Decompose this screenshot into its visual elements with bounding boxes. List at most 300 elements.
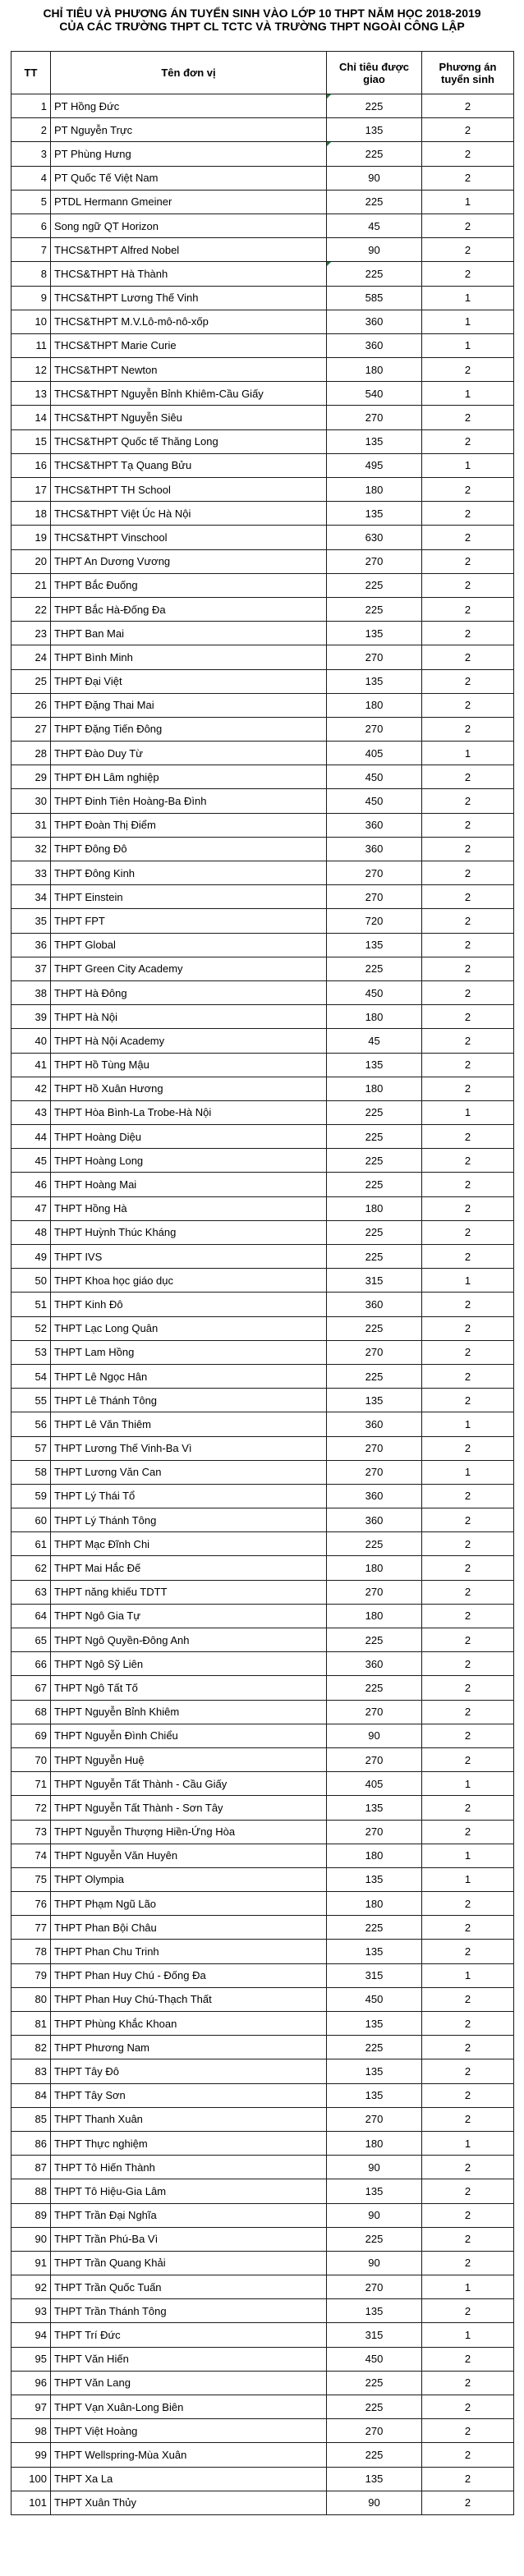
- cell-quota: 540: [327, 382, 422, 406]
- cell-plan: 2: [422, 2203, 514, 2227]
- cell-quota: 270: [327, 1340, 422, 1364]
- cell-plan: 2: [422, 1173, 514, 1196]
- cell-name: THPT Tô Hiệu-Gia Lâm: [51, 2179, 327, 2203]
- header-tt: TT: [11, 52, 51, 94]
- cell-tt: 20: [11, 549, 51, 573]
- cell-name: THPT Phương Nam: [51, 2036, 327, 2059]
- cell-tt: 51: [11, 1293, 51, 1316]
- cell-name: THPT Trần Phú-Ba Vì: [51, 2227, 327, 2251]
- cell-tt: 41: [11, 1053, 51, 1077]
- cell-plan: 2: [422, 1747, 514, 1771]
- cell-tt: 78: [11, 1940, 51, 1963]
- table-row: [11, 837, 514, 861]
- table-row: [11, 1628, 514, 1652]
- table-row: [11, 429, 514, 453]
- cell-plan: 2: [422, 1580, 514, 1604]
- cell-tt: 68: [11, 1700, 51, 1724]
- cell-quota: 360: [327, 813, 422, 837]
- cell-name: THPT Phan Huy Chú - Đống Đa: [51, 1963, 327, 1987]
- cell-quota: 225: [327, 94, 422, 118]
- cell-name: THPT Phạm Ngũ Lão: [51, 1892, 327, 1916]
- cell-name: THPT Mạc Đĩnh Chi: [51, 1532, 327, 1556]
- cell-plan: 2: [422, 1077, 514, 1100]
- table-row: [11, 238, 514, 262]
- table-row: [11, 1747, 514, 1771]
- cell-plan: 1: [422, 190, 514, 214]
- table-row: [11, 214, 514, 237]
- cell-tt: 87: [11, 2156, 51, 2179]
- cell-name: THPT Hồ Tùng Mậu: [51, 1053, 327, 1077]
- cell-plan: 1: [422, 1100, 514, 1124]
- cell-tt: 1: [11, 94, 51, 118]
- table-row: [11, 502, 514, 526]
- cell-quota: 450: [327, 980, 422, 1004]
- cell-plan: 2: [422, 2156, 514, 2179]
- cell-quota: 90: [327, 2203, 422, 2227]
- cell-plan: 1: [422, 742, 514, 765]
- cell-quota: 225: [327, 2395, 422, 2419]
- table-row: [11, 2227, 514, 2251]
- cell-name: THCS&THPT M.V.Lô-mô-nô-xốp: [51, 310, 327, 333]
- cell-quota: 270: [327, 549, 422, 573]
- cell-quota: 225: [327, 1149, 422, 1173]
- cell-tt: 33: [11, 861, 51, 885]
- cell-quota: 270: [327, 2419, 422, 2443]
- table-row: [11, 190, 514, 214]
- table-row: [11, 645, 514, 669]
- table-row: [11, 262, 514, 286]
- cell-plan: 2: [422, 622, 514, 645]
- table-row: [11, 2203, 514, 2227]
- cell-plan: 2: [422, 1316, 514, 1340]
- table-row: [11, 1460, 514, 1484]
- cell-tt: 43: [11, 1100, 51, 1124]
- table-row: [11, 1340, 514, 1364]
- cell-name: THPT Nguyễn Văn Huyên: [51, 1844, 327, 1867]
- table-row: [11, 406, 514, 429]
- cell-plan: 1: [422, 286, 514, 310]
- cell-quota: 180: [327, 1892, 422, 1916]
- cell-plan: 2: [422, 1652, 514, 1676]
- cell-name: THPT Văn Lang: [51, 2371, 327, 2395]
- cell-plan: 2: [422, 669, 514, 693]
- cell-quota: 270: [327, 645, 422, 669]
- table-header-row: [11, 52, 514, 94]
- table-row: [11, 1029, 514, 1053]
- cell-name: THPT Phùng Khắc Khoan: [51, 2012, 327, 2036]
- cell-quota: 90: [327, 1724, 422, 1747]
- table-row: [11, 1053, 514, 1077]
- cell-quota: 450: [327, 2347, 422, 2371]
- cell-tt: 34: [11, 885, 51, 909]
- cell-tt: 74: [11, 1844, 51, 1867]
- cell-plan: 2: [422, 2083, 514, 2107]
- cell-quota: 270: [327, 717, 422, 741]
- table-row: [11, 717, 514, 741]
- cell-name: THPT năng khiếu TDTT: [51, 1580, 327, 1604]
- table-body: [11, 94, 514, 2515]
- cell-name: THCS&THPT Marie Curie: [51, 333, 327, 357]
- cell-name: THPT Tô Hiến Thành: [51, 2156, 327, 2179]
- cell-quota: 225: [327, 2371, 422, 2395]
- cell-plan: 2: [422, 1436, 514, 1460]
- cell-quota: 135: [327, 2012, 422, 2036]
- table-row: [11, 1796, 514, 1820]
- cell-name: THPT Ngô Tất Tố: [51, 1676, 327, 1700]
- table-row: [11, 1820, 514, 1844]
- table-row: [11, 1724, 514, 1747]
- table-row: [11, 2443, 514, 2467]
- cell-plan: 2: [422, 1053, 514, 1077]
- table-row: [11, 1220, 514, 1244]
- table-row: [11, 1293, 514, 1316]
- cell-name: THPT Einstein: [51, 885, 327, 909]
- table-row: [11, 1652, 514, 1676]
- table-row: [11, 549, 514, 573]
- cell-name: THCS&THPT Alfred Nobel: [51, 238, 327, 262]
- cell-tt: 57: [11, 1436, 51, 1460]
- cell-quota: 135: [327, 118, 422, 142]
- cell-name: THPT Lương Văn Can: [51, 1460, 327, 1484]
- cell-name: THPT Nguyễn Huệ: [51, 1747, 327, 1771]
- table-row: [11, 813, 514, 837]
- cell-name: PT Quốc Tế Việt Nam: [51, 166, 327, 190]
- cell-quota: 495: [327, 453, 422, 477]
- cell-quota: 225: [327, 1125, 422, 1149]
- cell-name: THCS&THPT Nguyễn Siêu: [51, 406, 327, 429]
- cell-quota: 180: [327, 1077, 422, 1100]
- table-row: [11, 980, 514, 1004]
- cell-name: THPT Đại Việt: [51, 669, 327, 693]
- cell-name: THPT Phan Bội Châu: [51, 1916, 327, 1940]
- cell-quota: 180: [327, 1005, 422, 1029]
- table-row: [11, 1316, 514, 1340]
- cell-quota: 225: [327, 1364, 422, 1388]
- table-row: [11, 1196, 514, 1220]
- cell-plan: 2: [422, 118, 514, 142]
- cell-tt: 27: [11, 717, 51, 741]
- table-row: [11, 1556, 514, 1580]
- table-row: [11, 2371, 514, 2395]
- table-row: [11, 2059, 514, 2083]
- cell-tt: 28: [11, 742, 51, 765]
- cell-plan: 2: [422, 1196, 514, 1220]
- cell-tt: 100: [11, 2467, 51, 2491]
- cell-name: THPT Lạc Long Quân: [51, 1316, 327, 1340]
- cell-tt: 29: [11, 765, 51, 789]
- cell-tt: 44: [11, 1125, 51, 1149]
- cell-tt: 92: [11, 2275, 51, 2299]
- cell-tt: 79: [11, 1963, 51, 1987]
- cell-tt: 6: [11, 214, 51, 237]
- table-row: [11, 478, 514, 502]
- cell-tt: 53: [11, 1340, 51, 1364]
- table-row: [11, 1100, 514, 1124]
- cell-tt: 70: [11, 1747, 51, 1771]
- cell-tt: 72: [11, 1796, 51, 1820]
- cell-tt: 42: [11, 1077, 51, 1100]
- cell-name: THPT Tây Đô: [51, 2059, 327, 2083]
- cell-name: THPT Olympia: [51, 1867, 327, 1891]
- cell-quota: 270: [327, 406, 422, 429]
- cell-tt: 77: [11, 1916, 51, 1940]
- cell-quota: 135: [327, 1940, 422, 1963]
- header-quota: Chỉ tiêu được giao: [327, 52, 422, 94]
- cell-plan: 1: [422, 310, 514, 333]
- cell-plan: 2: [422, 406, 514, 429]
- cell-tt: 15: [11, 429, 51, 453]
- cell-plan: 2: [422, 142, 514, 166]
- cell-tt: 18: [11, 502, 51, 526]
- cell-name: THPT Việt Hoàng: [51, 2419, 327, 2443]
- cell-quota: 360: [327, 1508, 422, 1532]
- cell-name: THPT Xa La: [51, 2467, 327, 2491]
- table-row: [11, 166, 514, 190]
- cell-plan: 2: [422, 1364, 514, 1388]
- table-row: [11, 2131, 514, 2155]
- cell-quota: 45: [327, 1029, 422, 1053]
- cell-name: THPT Thực nghiệm: [51, 2131, 327, 2155]
- cell-name: THPT Hồ Xuân Hương: [51, 1077, 327, 1100]
- cell-quota: 180: [327, 1844, 422, 1867]
- cell-name: THPT Ngô Gia Tự: [51, 1604, 327, 1628]
- table-row: [11, 1532, 514, 1556]
- cell-quota: 225: [327, 1316, 422, 1340]
- table-row: [11, 789, 514, 813]
- cell-name: THPT Wellspring-Mùa Xuân: [51, 2443, 327, 2467]
- cell-plan: 2: [422, 1029, 514, 1053]
- cell-quota: 405: [327, 742, 422, 765]
- cell-plan: 2: [422, 2299, 514, 2323]
- cell-tt: 89: [11, 2203, 51, 2227]
- cell-tt: 23: [11, 622, 51, 645]
- cell-tt: 38: [11, 980, 51, 1004]
- cell-plan: 2: [422, 789, 514, 813]
- cell-name: THPT Lam Hồng: [51, 1340, 327, 1364]
- cell-plan: 2: [422, 1220, 514, 1244]
- table-row: [11, 94, 514, 118]
- cell-plan: 2: [422, 2491, 514, 2514]
- cell-tt: 45: [11, 1149, 51, 1173]
- cell-quota: 225: [327, 957, 422, 980]
- cell-name: PT Hồng Đức: [51, 94, 327, 118]
- cell-tt: 91: [11, 2251, 51, 2275]
- table-row: [11, 2467, 514, 2491]
- cell-tt: 14: [11, 406, 51, 429]
- cell-name: THPT Đặng Thai Mai: [51, 693, 327, 717]
- cell-plan: 2: [422, 1556, 514, 1580]
- cell-tt: 83: [11, 2059, 51, 2083]
- cell-quota: 360: [327, 1412, 422, 1436]
- cell-quota: 315: [327, 2323, 422, 2347]
- cell-tt: 96: [11, 2371, 51, 2395]
- cell-tt: 48: [11, 1220, 51, 1244]
- cell-quota: 360: [327, 1652, 422, 1676]
- cell-quota: 90: [327, 2491, 422, 2514]
- table-row: [11, 358, 514, 382]
- cell-name: THPT Xuân Thủy: [51, 2491, 327, 2514]
- cell-quota: 585: [327, 286, 422, 310]
- cell-plan: 2: [422, 933, 514, 957]
- cell-tt: 81: [11, 2012, 51, 2036]
- cell-quota: 135: [327, 1053, 422, 1077]
- cell-name: THPT Hà Nội: [51, 1005, 327, 1029]
- cell-plan: 2: [422, 1604, 514, 1628]
- table-row: [11, 1508, 514, 1532]
- table-row: [11, 765, 514, 789]
- table-row: [11, 2251, 514, 2275]
- cell-quota: 135: [327, 1796, 422, 1820]
- table-row: [11, 2395, 514, 2419]
- cell-quota: 720: [327, 909, 422, 933]
- cell-quota: 225: [327, 1245, 422, 1269]
- table-row: [11, 2083, 514, 2107]
- cell-quota: 180: [327, 1604, 422, 1628]
- cell-name: THPT Trần Thánh Tông: [51, 2299, 327, 2323]
- table-row: [11, 861, 514, 885]
- table-row: [11, 2347, 514, 2371]
- title-line-2: CỦA CÁC TRƯỜNG THPT CL TCTC VÀ TRƯỜNG THPT NGOÀI CÔNG LẬP: [59, 20, 465, 33]
- cell-plan: 2: [422, 526, 514, 549]
- cell-plan: 2: [422, 837, 514, 861]
- table-row: [11, 933, 514, 957]
- cell-quota: 135: [327, 2467, 422, 2491]
- cell-tt: 52: [11, 1316, 51, 1340]
- cell-tt: 19: [11, 526, 51, 549]
- table-row: [11, 2491, 514, 2514]
- cell-quota: 225: [327, 190, 422, 214]
- table-row: [11, 1173, 514, 1196]
- table-row: [11, 1389, 514, 1412]
- table-row: [11, 909, 514, 933]
- cell-quota: 630: [327, 526, 422, 549]
- cell-plan: 2: [422, 2443, 514, 2467]
- cell-tt: 82: [11, 2036, 51, 2059]
- cell-plan: 1: [422, 1963, 514, 1987]
- cell-tt: 50: [11, 1269, 51, 1293]
- cell-plan: 2: [422, 1484, 514, 1508]
- table-row: [11, 1364, 514, 1388]
- table-row: [11, 1867, 514, 1891]
- table-row: [11, 2275, 514, 2299]
- cell-plan: 2: [422, 2395, 514, 2419]
- cell-name: THPT Bắc Hà-Đống Đa: [51, 597, 327, 621]
- cell-plan: 1: [422, 1412, 514, 1436]
- cell-plan: 2: [422, 1700, 514, 1724]
- cell-quota: 225: [327, 1628, 422, 1652]
- cell-quota: 45: [327, 214, 422, 237]
- cell-tt: 62: [11, 1556, 51, 1580]
- table-row: [11, 2107, 514, 2131]
- cell-plan: 2: [422, 765, 514, 789]
- cell-quota: 90: [327, 166, 422, 190]
- cell-tt: 12: [11, 358, 51, 382]
- table-row: [11, 669, 514, 693]
- cell-plan: 2: [422, 861, 514, 885]
- table-row: [11, 1987, 514, 2011]
- cell-tt: 84: [11, 2083, 51, 2107]
- cell-tt: 90: [11, 2227, 51, 2251]
- cell-plan: 2: [422, 214, 514, 237]
- cell-tt: 37: [11, 957, 51, 980]
- cell-quota: 270: [327, 885, 422, 909]
- cell-tt: 75: [11, 1867, 51, 1891]
- cell-name: THPT Bình Minh: [51, 645, 327, 669]
- table-row: [11, 1604, 514, 1628]
- cell-quota: 270: [327, 1820, 422, 1844]
- cell-tt: 71: [11, 1772, 51, 1796]
- cell-quota: 135: [327, 2083, 422, 2107]
- cell-tt: 47: [11, 1196, 51, 1220]
- cell-plan: 2: [422, 1724, 514, 1747]
- cell-plan: 2: [422, 2059, 514, 2083]
- table-row: [11, 453, 514, 477]
- cell-quota: 225: [327, 262, 422, 286]
- cell-plan: 1: [422, 1460, 514, 1484]
- cell-plan: 1: [422, 2131, 514, 2155]
- cell-quota: 270: [327, 1580, 422, 1604]
- cell-name: THPT Hoàng Mai: [51, 1173, 327, 1196]
- cell-tt: 63: [11, 1580, 51, 1604]
- table-row: [11, 2036, 514, 2059]
- cell-plan: 2: [422, 1987, 514, 2011]
- cell-name: THPT Lý Thái Tổ: [51, 1484, 327, 1508]
- cell-quota: 180: [327, 693, 422, 717]
- table-row: [11, 1892, 514, 1916]
- table-row: [11, 118, 514, 142]
- cell-plan: 1: [422, 2323, 514, 2347]
- cell-quota: 225: [327, 142, 422, 166]
- table-row: [11, 957, 514, 980]
- cell-name: THPT Trần Quang Khải: [51, 2251, 327, 2275]
- cell-plan: 1: [422, 1269, 514, 1293]
- header-name: Tên đơn vị: [51, 52, 327, 94]
- cell-tt: 22: [11, 597, 51, 621]
- cell-plan: 2: [422, 645, 514, 669]
- cell-name: THPT Nguyễn Thượng Hiền-Ứng Hòa: [51, 1820, 327, 1844]
- cell-quota: 225: [327, 573, 422, 597]
- cell-tt: 88: [11, 2179, 51, 2203]
- cell-name: THPT Mai Hắc Đế: [51, 1556, 327, 1580]
- cell-plan: 2: [422, 478, 514, 502]
- document-title: [0, 0, 524, 33]
- cell-quota: 270: [327, 2107, 422, 2131]
- cell-tt: 21: [11, 573, 51, 597]
- cell-plan: 2: [422, 2036, 514, 2059]
- cell-tt: 36: [11, 933, 51, 957]
- cell-tt: 98: [11, 2419, 51, 2443]
- cell-quota: 90: [327, 2251, 422, 2275]
- cell-quota: 225: [327, 2443, 422, 2467]
- cell-quota: 270: [327, 861, 422, 885]
- cell-plan: 2: [422, 1532, 514, 1556]
- table-row: [11, 2156, 514, 2179]
- cell-plan: 2: [422, 1820, 514, 1844]
- cell-plan: 2: [422, 1125, 514, 1149]
- table-row: [11, 1940, 514, 1963]
- cell-tt: 95: [11, 2347, 51, 2371]
- cell-quota: 360: [327, 1293, 422, 1316]
- cell-quota: 135: [327, 2059, 422, 2083]
- table-row: [11, 622, 514, 645]
- table-row: [11, 1916, 514, 1940]
- cell-quota: 450: [327, 765, 422, 789]
- cell-plan: 1: [422, 333, 514, 357]
- cell-name: THPT Phan Chu Trinh: [51, 1940, 327, 1963]
- cell-name: THCS&THPT Newton: [51, 358, 327, 382]
- table-row: [11, 1245, 514, 1269]
- cell-quota: 225: [327, 1220, 422, 1244]
